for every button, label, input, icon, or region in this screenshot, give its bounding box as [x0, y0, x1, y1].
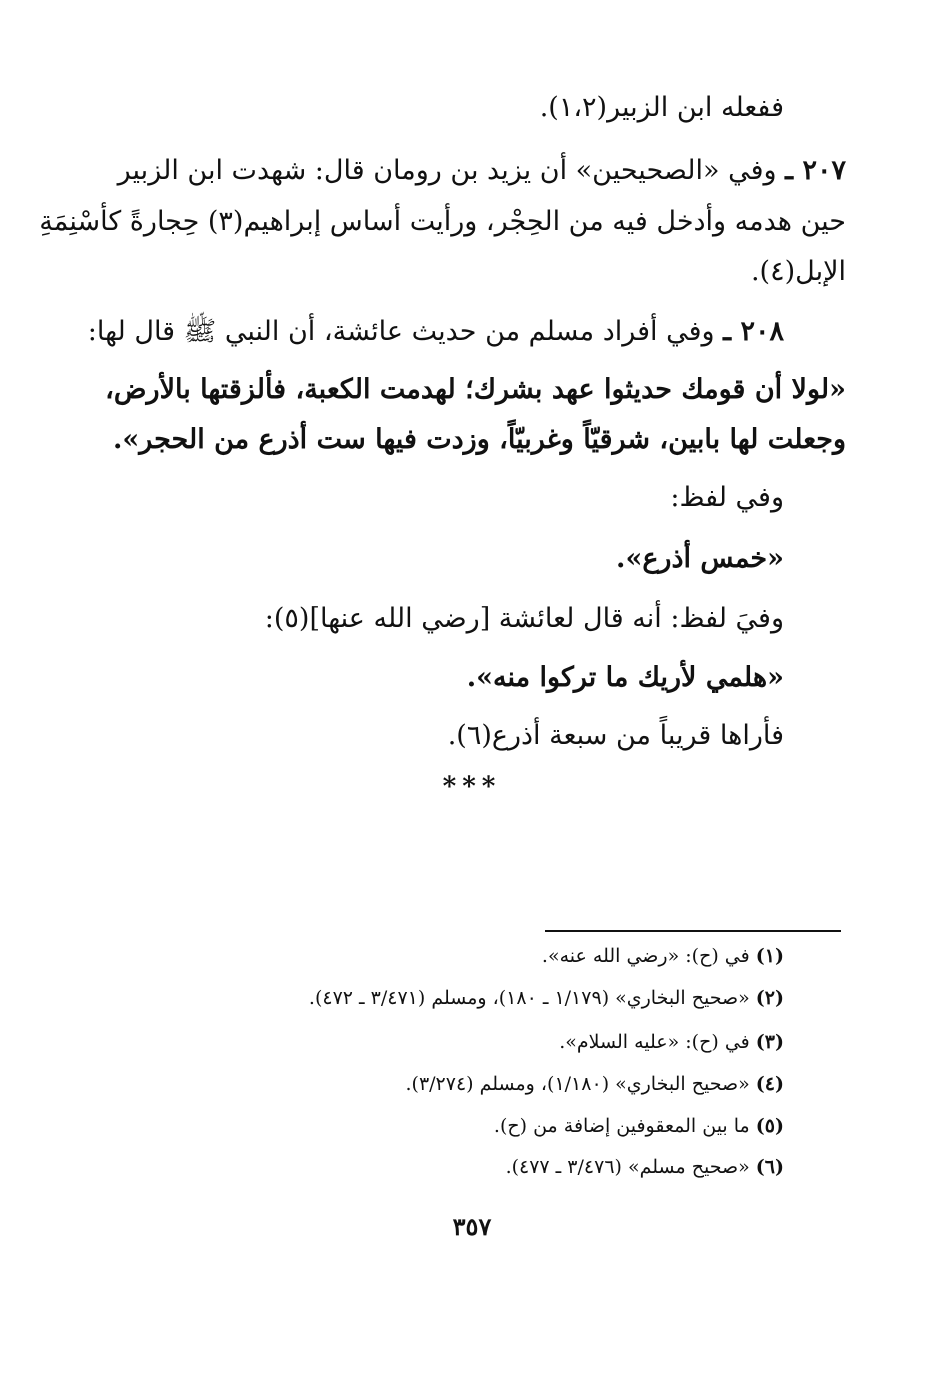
footnote-5: [494, 1115, 784, 1137]
variant-quote-1: «خمس أذرع».: [616, 543, 784, 574]
footnote-text: في (ح): «عليه السلام».: [559, 1031, 750, 1053]
hadith-line-1: «لولا أن قومك حديثوا عهد بشرك؛ لهدمت الكعبة، فألزقتها بالأرض،: [105, 374, 846, 405]
footnote-number: (١): [755, 945, 784, 967]
entry-text: وفي أفراد مسلم من حديث عائشة، أن النبي ﷺ قال لها:: [87, 316, 715, 347]
entry-208-line-1: [88, 306, 784, 358]
footnote-text: ما بين المعقوفين إضافة من (ح).: [493, 1115, 750, 1137]
closing-sentence: فأراها قريباً من سبعة أذرع(٦).: [447, 720, 784, 751]
footnote-6: [506, 1156, 784, 1178]
variant-wording-2: وفيَ لفظ: أنه قال لعائشة [رضي الله عنها](٥):: [264, 603, 784, 634]
entry-text: وفي «الصحيحين» أن يزيد بن رومان قال: شهدت ابن الزبير: [117, 155, 777, 186]
footnote-number: (٥): [755, 1115, 784, 1137]
footnote-number: (٣): [755, 1031, 784, 1053]
hadith-line-2: وجعلت لها بابين، شرقيّاً وغربيّاً، وزدت فيها ست أذرع من الحجر».: [112, 424, 846, 455]
entry-207-line-1: [117, 145, 846, 197]
section-separator: ***: [442, 772, 502, 802]
footnote-number: (٤): [755, 1073, 784, 1095]
entry-207-line-3: الإبل(٤).: [750, 256, 846, 287]
page-number: ٣٥٧: [452, 1212, 492, 1241]
footnote-number: (٦): [755, 1156, 784, 1178]
variant-wording-1: وفي لفظ:: [670, 482, 784, 513]
paragraph-continuation: ففعله ابن الزبير(١،٢).: [539, 92, 784, 123]
footnote-text: «صحيح البخاري» (١/١٧٩ ـ ١٨٠)، ومسلم (٣/٤٧١ ـ ٤٧٢).: [308, 987, 750, 1009]
footnote-text: في (ح): «رضي الله عنه».: [541, 945, 750, 967]
footnote-2: [309, 987, 784, 1009]
footnote-text: «صحيح مسلم» (٣/٤٧٦ ـ ٤٧٧).: [505, 1156, 750, 1178]
entry-207-line-2: حين هدمه وأدخل فيه من الحِجْر، ورأيت أساس إبراهيم(٣) حِجارةً كأسْنِمَةِ: [39, 206, 846, 237]
entry-number: ٢٠٧ ـ: [785, 155, 846, 186]
footnote-4: [405, 1073, 784, 1095]
footnote-3: [559, 1031, 784, 1053]
footnote-1: [542, 945, 784, 967]
entry-number: ٢٠٨ ـ: [723, 316, 784, 347]
footnote-divider: [545, 930, 841, 932]
footnote-text: «صحيح البخاري» (١/١٨٠)، ومسلم (٣/٢٧٤).: [405, 1073, 750, 1095]
variant-quote-2: «هلمي لأريك ما تركوا منه».: [466, 662, 784, 693]
footnote-number: (٢): [755, 987, 784, 1009]
